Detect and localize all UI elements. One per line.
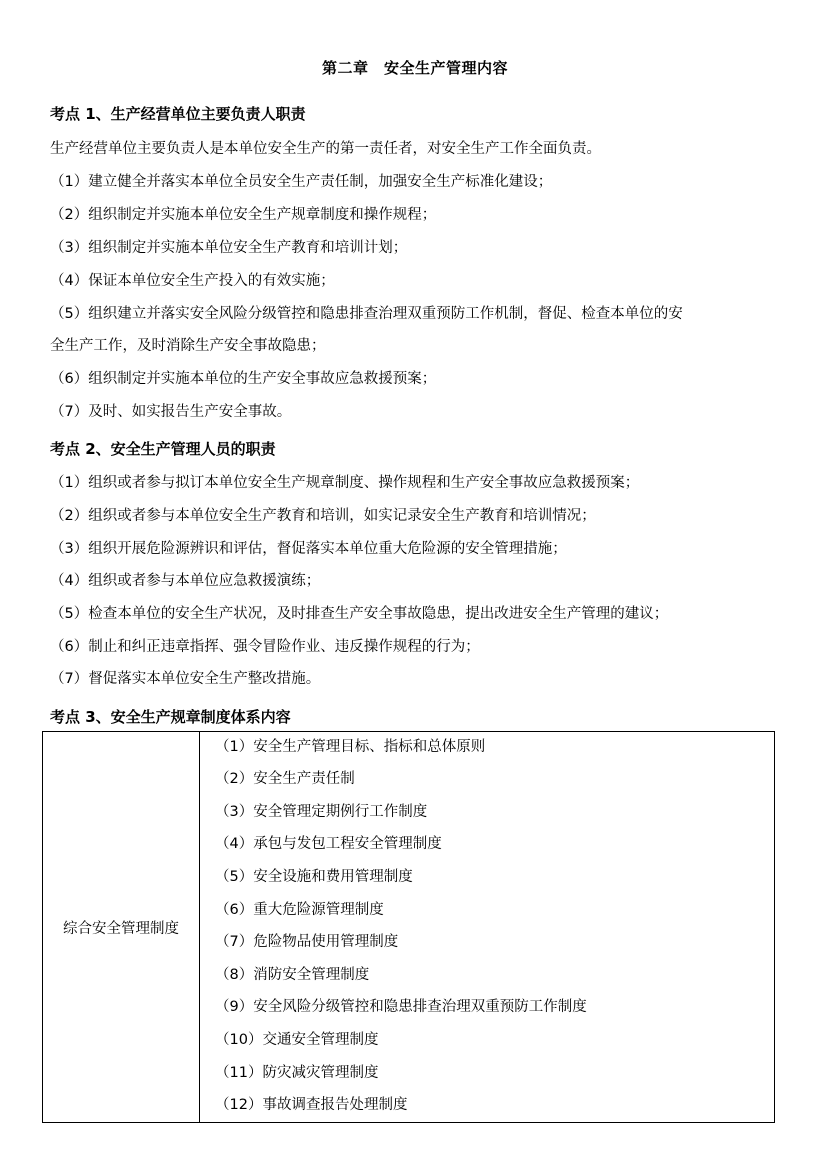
table-item: （10）交通安全管理制度 — [215, 1032, 379, 1048]
section-1-item: （5）组织建立并落实安全风险分级管控和隐患排查治理双重预防工作机制，督促、检查本单位的安 — [50, 306, 683, 322]
section-2-item: （3）组织开展危险源辨识和评估，督促落实本单位重大危险源的安全管理措施； — [50, 541, 567, 557]
section-2-item: （6）制止和纠正违章指挥、强令冒险作业、违反操作规程的行为； — [50, 639, 480, 655]
section-2-item: （2）组织或者参与本单位安全生产教育和培训，如实记录安全生产教育和培训情况； — [50, 508, 596, 524]
section-1-item: （6）组织制定并实施本单位的生产安全事故应急救援预案； — [50, 371, 437, 387]
section-1-item: （1）建立健全并落实本单位全员安全生产责任制，加强安全生产标准化建设； — [50, 174, 553, 190]
section-2-heading: 考点 2、安全生产管理人员的职责 — [50, 440, 276, 458]
section-1-item: （2）组织制定并实施本单位安全生产规章制度和操作规程； — [50, 207, 437, 223]
section-1-item: （7）及时、如实报告生产安全事故。 — [50, 404, 292, 420]
table-category-cell: 综合安全管理制度 — [63, 920, 179, 937]
table-item: （9）安全风险分级管控和隐患排查治理双重预防工作制度 — [215, 999, 587, 1015]
table-item: （3）安全管理定期例行工作制度 — [215, 804, 428, 820]
section-1-item: （4）保证本单位安全生产投入的有效实施； — [50, 273, 335, 289]
section-3-heading: 考点 3、安全生产规章制度体系内容 — [50, 708, 291, 726]
regulation-table — [42, 731, 775, 1123]
section-2-item: （5）检查本单位的安全生产状况，及时排查生产安全事故隐患，提出改进安全生产管理的建议； — [50, 606, 669, 622]
section-1-heading: 考点 1、生产经营单位主要负责人职责 — [50, 105, 306, 123]
section-1-item-continued: 全生产工作，及时消除生产安全事故隐患； — [50, 338, 326, 354]
table-item: （4）承包与发包工程安全管理制度 — [215, 836, 442, 852]
section-2-item: （7）督促落实本单位安全生产整改措施。 — [50, 671, 321, 687]
table-item: （2）安全生产责任制 — [215, 771, 355, 787]
table-item: （8）消防安全管理制度 — [215, 967, 370, 983]
table-column-divider — [199, 732, 200, 1122]
table-item: （1）安全生产管理目标、指标和总体原则 — [215, 739, 486, 755]
chapter-title: 第二章 安全生产管理内容 — [321, 59, 508, 77]
table-item: （5）安全设施和费用管理制度 — [215, 869, 413, 885]
section-1-intro: 生产经营单位主要负责人是本单位安全生产的第一责任者，对安全生产工作全面负责。 — [50, 141, 601, 157]
section-2-item: （1）组织或者参与拟订本单位安全生产规章制度、操作规程和生产安全事故应急救援预案； — [50, 475, 640, 491]
section-1-item: （3）组织制定并实施本单位安全生产教育和培训计划； — [50, 240, 408, 256]
section-2-item: （4）组织或者参与本单位应急救援演练； — [50, 573, 321, 589]
table-item: （11）防灾减灾管理制度 — [215, 1065, 379, 1081]
table-item: （6）重大危险源管理制度 — [215, 902, 384, 918]
table-item: （12）事故调查报告处理制度 — [215, 1097, 408, 1113]
table-item: （7）危险物品使用管理制度 — [215, 934, 399, 950]
